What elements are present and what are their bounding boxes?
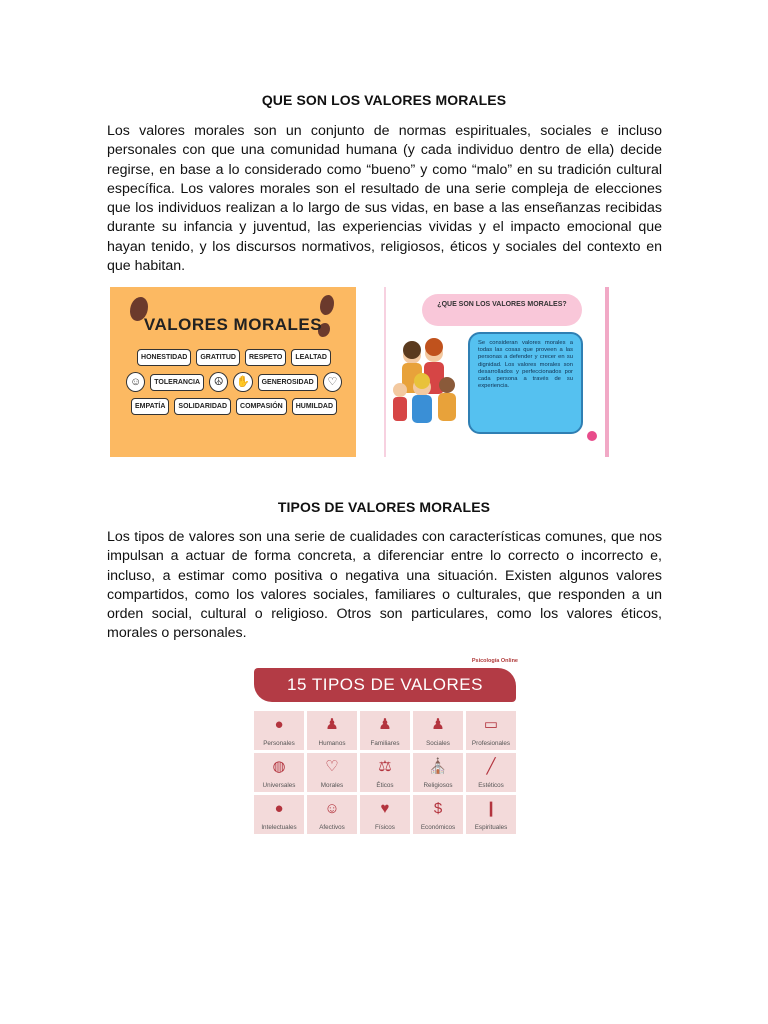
peace-icon: ☮ xyxy=(209,372,228,392)
candles-icon: ❙ xyxy=(484,800,498,817)
value-type-cell xyxy=(466,753,516,792)
figure1-title: VALORES MORALES xyxy=(143,315,323,334)
hug-icon: ☺ xyxy=(324,800,340,817)
paragraph-que-son: Los valores morales son un conjunto de normas espirituales, sociales e incluso personales con que una comunidad humana (y cada individuo dentro de ella) decide regirse, en base a lo considerado como “bueno” y como “malo” en su tradición cultural específica. Los valores morales son el resultado de una serie compleja de elecciones que los individuos realizan a lo largo de sus vidas, en base a las enseñanzas recibidas durante su infancia y juventud, las experiencias vividas y el impacto emocional que hayan tenido, y los discursos normativos, religiosos, éticos y sociales del contexto en que habitan. xyxy=(107,123,662,275)
value-type-label: Económicos xyxy=(420,824,456,831)
value-type-label: Universales xyxy=(262,782,296,789)
value-type-label: Religiosos xyxy=(423,782,453,789)
value-type-label: Afectivos xyxy=(319,824,345,831)
figure2-question: ¿QUE SON LOS VALORES MORALES? xyxy=(422,294,582,326)
value-type-label: Intelectuales xyxy=(261,824,297,831)
values-grid xyxy=(254,711,516,834)
value-type-cell xyxy=(413,711,463,750)
chip-value: EMPATÍA xyxy=(131,398,169,415)
heading-que-son: QUE SON LOS VALORES MORALES xyxy=(261,92,507,108)
scales-icon: ⚖ xyxy=(378,758,392,775)
hands-icon: ♡ xyxy=(325,758,339,775)
globe-icon: ◍ xyxy=(272,758,286,775)
value-type-cell xyxy=(360,795,410,834)
value-type-label: Personales xyxy=(263,740,295,747)
value-type-label: Sociales xyxy=(426,740,450,747)
figure3-title: 15 TIPOS DE VALORES xyxy=(254,668,516,702)
people-icon: ♟ xyxy=(325,716,339,733)
chip-value: GRATITUD xyxy=(196,349,240,366)
value-type-cell xyxy=(466,795,516,834)
person-icon: ● xyxy=(274,716,284,733)
brush-icon: ╱ xyxy=(486,758,496,775)
heading-tipos: TIPOS DE VALORES MORALES xyxy=(277,499,491,515)
value-type-label: Éticos xyxy=(376,782,394,789)
smiley-icon: ☺ xyxy=(126,372,145,392)
figure2-definition: Se consideran valores morales a todas las cosas que proveen a las personas a defender y crecer en su dignidad. Los valores morales son desarrollados y perfeccionados por cada persona a través de su experiencia. xyxy=(468,332,583,434)
figure-valores-morales xyxy=(110,287,356,457)
value-type-label: Profesionales xyxy=(471,740,511,747)
value-type-cell xyxy=(254,795,304,834)
heart-icon: ♡ xyxy=(323,372,342,392)
value-type-cell xyxy=(360,711,410,750)
value-type-cell xyxy=(466,711,516,750)
brand-logo: Psicología Online xyxy=(471,658,518,664)
value-type-label: Estéticos xyxy=(478,782,504,789)
group-icon: ♟ xyxy=(431,716,445,733)
value-type-cell xyxy=(413,753,463,792)
decor-drop-icon xyxy=(320,295,334,315)
laptop-icon: ▭ xyxy=(483,716,499,733)
value-type-cell xyxy=(254,711,304,750)
value-type-cell xyxy=(307,795,357,834)
church-icon: ⛪ xyxy=(428,758,448,775)
value-type-cell xyxy=(307,711,357,750)
value-type-cell xyxy=(254,753,304,792)
figure-que-son-valores xyxy=(384,287,609,457)
chip-value: COMPASIÓN xyxy=(236,398,287,415)
value-type-label: Familiares xyxy=(370,740,400,747)
family-icon: ♟ xyxy=(378,716,392,733)
dollar-icon: $ xyxy=(433,800,443,817)
children-illustration-icon xyxy=(392,335,462,430)
value-type-cell xyxy=(307,753,357,792)
paragraph-tipos: Los tipos de valores son una serie de cualidades con características comunes, que nos impulsan a actuar de forma concreta, a diferenciar entre lo correcto o incorrecto e, incluso, a estimar como positiva o negativa una situación. Existen algunos valores compartidos, como los valores sociales, familiares o culturales, que responden a un orden social, cultural o religioso. Otros son particulares, como los valores éticos, morales o personales. xyxy=(107,529,662,642)
chip-value: LEALTAD xyxy=(291,349,331,366)
value-type-label: Físicos xyxy=(375,824,395,831)
chip-value: GENEROSIDAD xyxy=(258,374,318,391)
decor-dot-icon xyxy=(587,431,597,441)
value-type-label: Morales xyxy=(320,782,344,789)
bulb-icon: ● xyxy=(274,800,284,817)
hands-icon: ✋ xyxy=(233,372,252,392)
value-type-label: Espirituales xyxy=(474,824,508,831)
chip-value: SOLIDARIDAD xyxy=(174,398,231,415)
value-type-cell xyxy=(413,795,463,834)
value-type-cell xyxy=(360,753,410,792)
value-type-label: Humanos xyxy=(318,740,346,747)
chip-value: HONESTIDAD xyxy=(137,349,191,366)
chip-value: HUMILDAD xyxy=(292,398,337,415)
chip-value: TOLERANCIA xyxy=(150,374,204,391)
heartbeat-icon: ♥ xyxy=(380,800,390,817)
chip-value: RESPETO xyxy=(245,349,286,366)
figure-15-tipos xyxy=(252,656,518,840)
